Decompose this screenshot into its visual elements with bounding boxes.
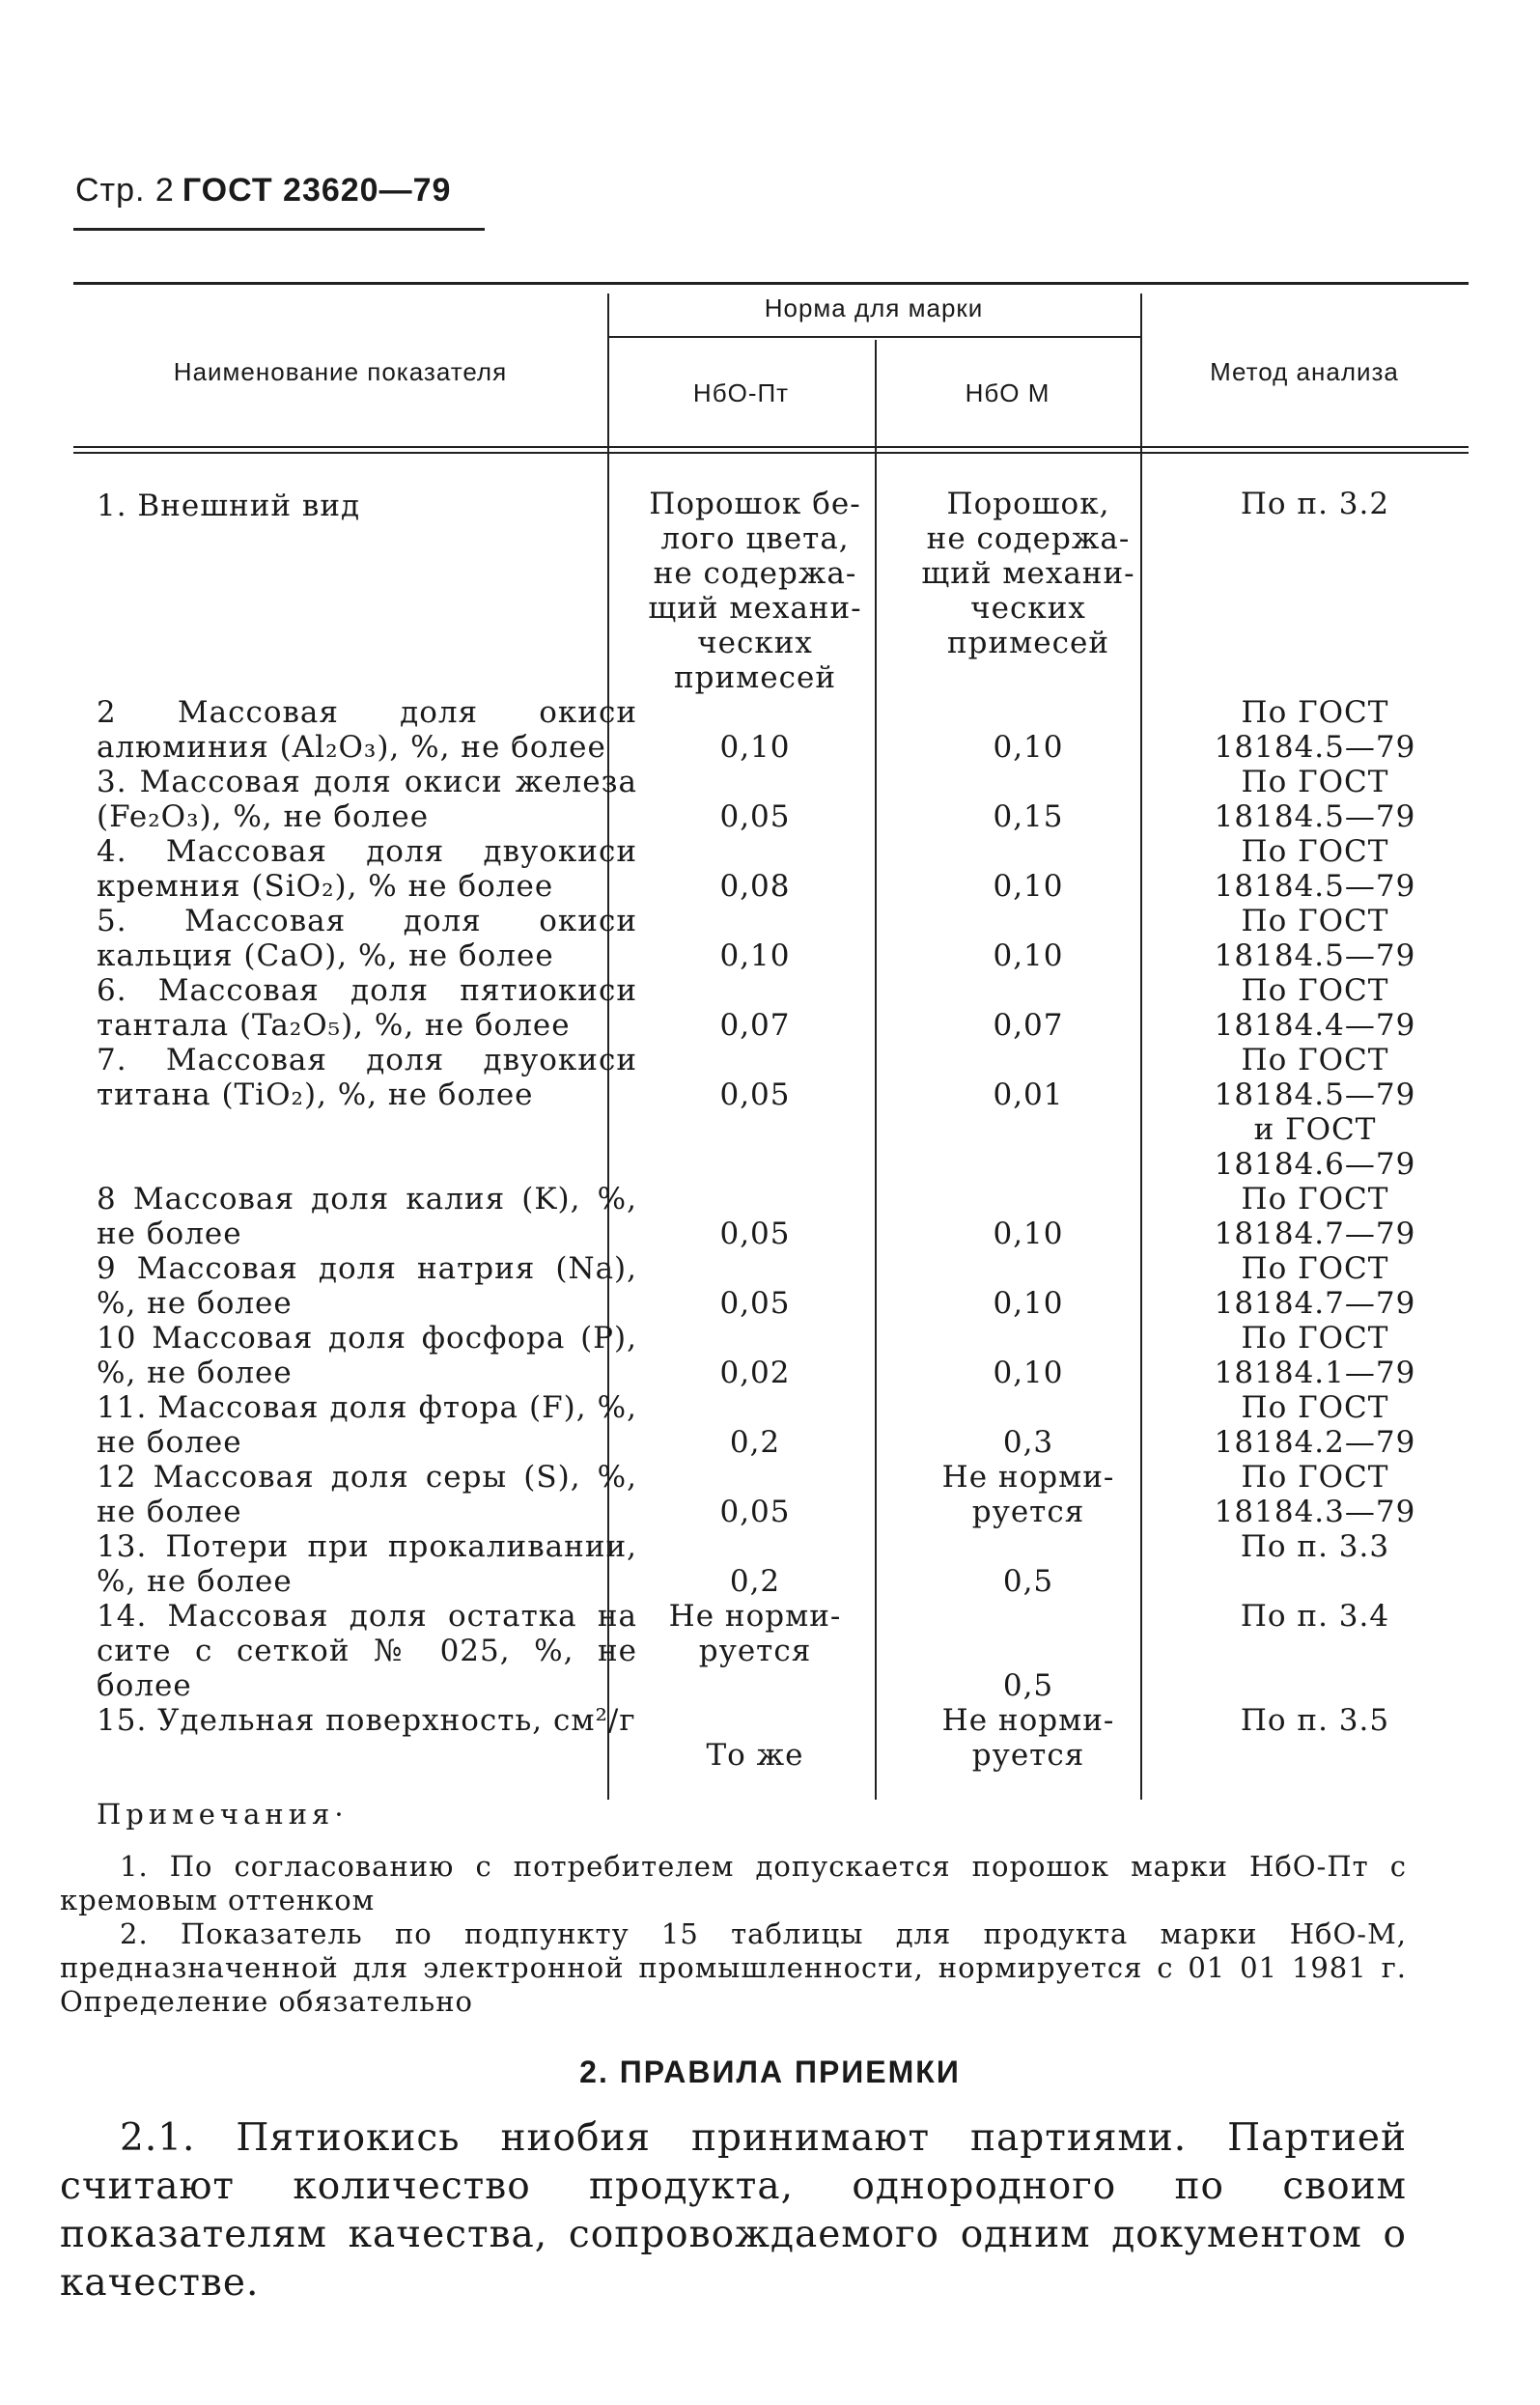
row-15-name: 15. Удельная поверхность, см²/г: [97, 1703, 636, 1738]
row-14-name: 14. Массовая доля остатка на сите с сеткой № 025, %, не более: [97, 1599, 637, 1703]
notes-title: Примечания·: [97, 1798, 349, 1831]
row-1-method: По п. 3.2: [1240, 487, 1390, 521]
row-7-grade-b: 0,01: [993, 1077, 1064, 1112]
row-11-grade-a: 0,2: [729, 1425, 781, 1460]
row-12-name: 12 Массовая доля серы (S), %, не более: [97, 1460, 637, 1529]
row-15-grade-b: Не норми- руется: [941, 1703, 1115, 1773]
header-norm: Норма для марки: [764, 294, 984, 322]
row-6-grade-a: 0,07: [719, 1008, 791, 1043]
row-1-grade-b: Порошок, не содержа- щий механи- ческих примесей: [921, 487, 1135, 660]
row-1-grade-a: Порошок бе- лого цвета, не содержа- щий механи- ческих примесей: [648, 487, 862, 695]
row-4-grade-a: 0,08: [719, 869, 791, 904]
row-1-name: 1. Внешний вид: [97, 489, 361, 523]
row-15-grade-a: То же: [706, 1738, 804, 1773]
row-3-grade-a: 0,05: [719, 799, 791, 834]
spec-table: [73, 282, 1469, 1798]
grade-header-rule: [607, 336, 1140, 338]
row-12-grade-b: Не норми- руется: [941, 1460, 1115, 1529]
row-8-grade-b: 0,10: [993, 1216, 1064, 1251]
header-name: Наименование показателя: [173, 357, 508, 386]
page-number: Стр. 2: [75, 172, 175, 209]
row-3-method: По ГОСТ 18184.5—79: [1214, 765, 1416, 834]
row-10-method: По ГОСТ 18184.1—79: [1214, 1321, 1416, 1390]
row-3-grade-b: 0,15: [993, 799, 1064, 834]
row-12-grade-a: 0,05: [719, 1495, 791, 1529]
row-4-name: 4. Массовая доля двуокиси кремния (SiO₂), % не более: [97, 834, 637, 904]
row-11-grade-b: 0,3: [1002, 1425, 1054, 1460]
row-6-grade-b: 0,07: [993, 1008, 1064, 1043]
row-9-grade-a: 0,05: [719, 1286, 791, 1321]
header-rule: [73, 228, 485, 231]
section-paragraph: 2.1. Пятиокись ниобия принимают партиями. Партией считают количество продукта, однородного по своим показателям качества, сопровождаемого одним документом о качестве.: [60, 2116, 1407, 2305]
row-3-name: 3. Массовая доля окиси железа (Fe₂O₃), %, не более: [97, 765, 637, 834]
row-4-method: По ГОСТ 18184.5—79: [1214, 834, 1416, 904]
row-14-grade-a: Не норми- руется: [668, 1599, 842, 1668]
header-method: Метод анализа: [1210, 357, 1399, 386]
header-grade-b: НбО М: [965, 378, 1050, 407]
row-8-name: 8 Массовая доля калия (K), %, не более: [97, 1182, 637, 1251]
row-6-method: По ГОСТ 18184.4—79: [1214, 973, 1416, 1043]
row-2-grade-a: 0,10: [719, 730, 791, 765]
row-4-grade-b: 0,10: [993, 869, 1064, 904]
row-13-method: По п. 3.3: [1240, 1529, 1390, 1564]
row-9-grade-b: 0,10: [993, 1286, 1064, 1321]
document-code: ГОСТ 23620—79: [182, 172, 452, 209]
row-14-method: По п. 3.4: [1240, 1599, 1390, 1634]
row-11-name: 11. Массовая доля фтора (F), %, не более: [97, 1390, 637, 1460]
header-bottom-rule-2: [73, 452, 1469, 454]
row-6-name: 6. Массовая доля пятиокиси тантала (Ta₂O₅), %, не более: [97, 973, 637, 1043]
row-5-method: По ГОСТ 18184.5—79: [1214, 904, 1416, 973]
table-top-rule: [73, 282, 1469, 285]
row-10-name: 10 Массовая доля фосфора (P), %, не более: [97, 1321, 637, 1390]
row-2-method: По ГОСТ 18184.5—79: [1214, 695, 1416, 765]
row-8-method: По ГОСТ 18184.7—79: [1214, 1182, 1416, 1251]
header-bottom-rule: [73, 446, 1469, 448]
row-10-grade-b: 0,10: [993, 1356, 1064, 1390]
note-2: 2. Показатель по подпункту 15 таблицы для продукта марки НбО-М, предназначенной для электронной промышленности, нормируется с 01 01 1981 г. Определение обязательно: [60, 1917, 1407, 2018]
row-15-method: По п. 3.5: [1240, 1703, 1390, 1738]
row-14-grade-b: 0,5: [1002, 1668, 1054, 1703]
row-13-grade-b: 0,5: [1002, 1564, 1054, 1599]
row-7-method: По ГОСТ 18184.5—79 и ГОСТ 18184.6—79: [1214, 1043, 1416, 1182]
row-5-grade-a: 0,10: [719, 938, 791, 973]
row-12-method: По ГОСТ 18184.3—79: [1214, 1460, 1416, 1529]
row-9-method: По ГОСТ 18184.7—79: [1214, 1251, 1416, 1321]
header-grade-a: НбО-Пт: [692, 378, 790, 407]
row-7-grade-a: 0,05: [719, 1077, 791, 1112]
note-1: 1. По согласованию с потребителем допускается порошок марки НбО-Пт с кремовым оттенком: [60, 1850, 1407, 1916]
row-9-name: 9 Массовая доля натрия (Na), %, не более: [97, 1251, 637, 1321]
row-5-name: 5. Массовая доля окиси кальция (CaO), %, не более: [97, 904, 637, 973]
row-8-grade-a: 0,05: [719, 1216, 791, 1251]
row-7-name: 7. Массовая доля двуокиси титана (TiO₂), %, не более: [97, 1043, 637, 1112]
row-5-grade-b: 0,10: [993, 938, 1064, 973]
row-13-grade-a: 0,2: [729, 1564, 781, 1599]
row-10-grade-a: 0,02: [719, 1356, 791, 1390]
row-2-grade-b: 0,10: [993, 730, 1064, 765]
row-13-name: 13. Потери при прокаливании, %, не более: [97, 1529, 637, 1599]
section-title: 2. ПРАВИЛА ПРИЕМКИ: [579, 2055, 961, 2089]
row-2-name: 2 Массовая доля окиси алюминия (Al₂O₃), %, не более: [97, 695, 637, 765]
row-11-method: По ГОСТ 18184.2—79: [1214, 1390, 1416, 1460]
page-header: [75, 172, 451, 210]
